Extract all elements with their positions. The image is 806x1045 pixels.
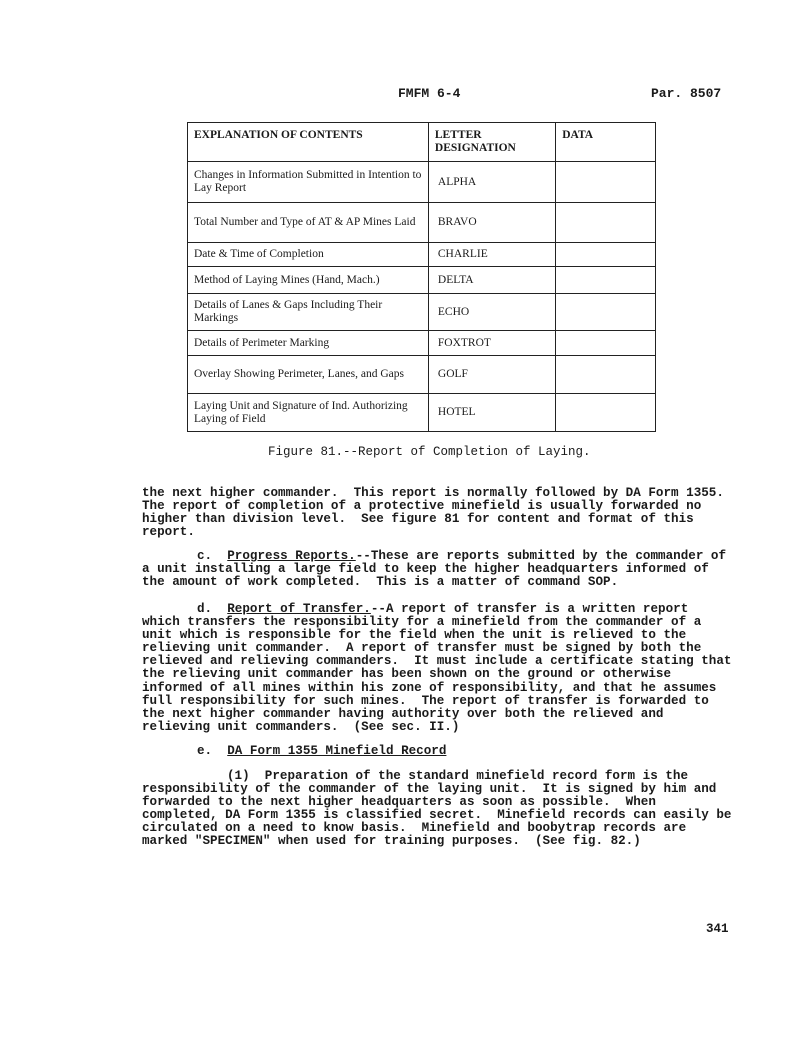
table-row bbox=[188, 243, 656, 267]
table-row bbox=[188, 267, 656, 294]
header-explanation: EXPLANATION OF CONTENTS bbox=[188, 123, 429, 162]
header-letter-designation: LETTER DESIGNATION bbox=[428, 123, 555, 162]
table-row bbox=[188, 294, 656, 331]
row-data bbox=[556, 294, 656, 331]
completion-report-table bbox=[187, 122, 656, 432]
row-explanation: Details of Perimeter Marking bbox=[188, 331, 429, 356]
row-letter: BRAVO bbox=[428, 203, 555, 243]
paragraph-e-title: DA Form 1355 Minefield Record bbox=[227, 744, 447, 758]
paragraph-c bbox=[142, 550, 732, 589]
row-data bbox=[556, 331, 656, 356]
row-letter: ALPHA bbox=[428, 162, 555, 203]
row-explanation: Laying Unit and Signature of Ind. Authorizing Laying of Field bbox=[188, 394, 429, 432]
row-explanation: Total Number and Type of AT & AP Mines Laid bbox=[188, 203, 429, 243]
row-letter: CHARLIE bbox=[428, 243, 555, 267]
row-data bbox=[556, 162, 656, 203]
paragraph-c-text: --These are reports submitted by the commander of a unit installing a large field to keep the higher headquarters informed of the amount of work completed. This is a matter of command SOP. bbox=[142, 549, 734, 590]
document-title: FMFM 6-4 bbox=[398, 86, 461, 101]
row-letter: FOXTROT bbox=[428, 331, 555, 356]
paragraph-e-heading bbox=[142, 745, 732, 758]
paragraph-intro: the next higher commander. This report is normally followed by DA Form 1355. The report of completion of a protective minefield is usually forwarded no higher than division level. See figure 81 for content and format of this report. bbox=[142, 486, 740, 540]
row-letter: GOLF bbox=[428, 356, 555, 394]
table-row bbox=[188, 162, 656, 203]
page-number: 341 bbox=[706, 922, 729, 936]
paragraph-d-label: d. bbox=[197, 602, 213, 616]
page-header bbox=[0, 86, 806, 104]
row-data bbox=[556, 243, 656, 267]
row-explanation: Method of Laying Mines (Hand, Mach.) bbox=[188, 267, 429, 294]
row-data bbox=[556, 267, 656, 294]
figure-caption: Figure 81.--Report of Completion of Laying. bbox=[268, 445, 591, 459]
table-row bbox=[188, 331, 656, 356]
paragraph-c-label: c. bbox=[197, 549, 213, 563]
table-row bbox=[188, 356, 656, 394]
row-letter: DELTA bbox=[428, 267, 555, 294]
table-header-row bbox=[188, 123, 656, 162]
paragraph-d-text: --A report of transfer is a written report which transfers the responsibility for a minefield from the commander of a unit which is responsible for the field when the unit is relieved to the relieving unit commander. A report of transfer must be signed by both the relieved and relieving commanders. It must include a certificate stating that the relieving unit commander has been shown on the ground or otherwise informed of all mines within his zone of responsibility, and that he assumes full responsibility for such mines. The report of transfer is forwarded to the next higher commander having authority over both the relieved and relieving unit commanders. (See sec. II.) bbox=[142, 602, 740, 734]
row-explanation: Overlay Showing Perimeter, Lanes, and Gaps bbox=[188, 356, 429, 394]
paragraph-number: Par. 8507 bbox=[651, 86, 722, 101]
paragraph-c-title: Progress Reports. bbox=[227, 549, 356, 563]
table-row bbox=[188, 203, 656, 243]
paragraph-d-title: Report of Transfer. bbox=[227, 602, 371, 616]
row-data bbox=[556, 394, 656, 432]
row-letter: ECHO bbox=[428, 294, 555, 331]
row-explanation: Changes in Information Submitted in Intention to Lay Report bbox=[188, 162, 429, 203]
row-letter: HOTEL bbox=[428, 394, 555, 432]
paragraph-e-label: e. bbox=[197, 744, 213, 758]
header-data: DATA bbox=[556, 123, 656, 162]
paragraph-e1: (1) Preparation of the standard minefield record form is the responsibility of the commander of the laying unit. It is signed by him and forwarded to the next higher headquarters as soon as possible. When completed, DA Form 1355 is classified secret. Minefield records can easily be circulated on a need to know basis. Minefield and boobytrap records are marked "SPECIMEN" when used for training purposes. (See fig. 82.) bbox=[142, 769, 740, 849]
paragraph-d bbox=[142, 602, 740, 734]
row-explanation: Date & Time of Completion bbox=[188, 243, 429, 267]
row-data bbox=[556, 356, 656, 394]
row-data bbox=[556, 203, 656, 243]
row-explanation: Details of Lanes & Gaps Including Their Markings bbox=[188, 294, 429, 331]
table-row bbox=[188, 394, 656, 432]
